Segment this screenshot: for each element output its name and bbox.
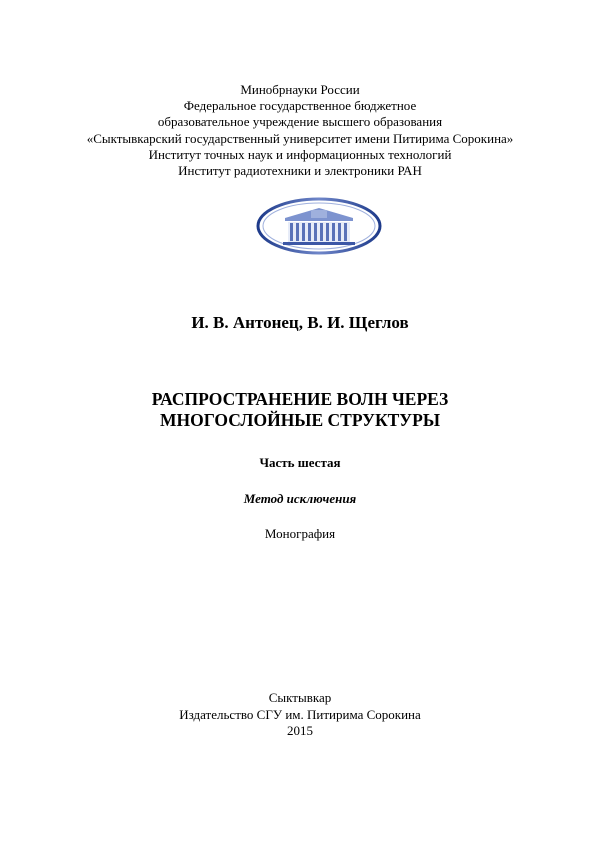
ministry-line: Минобрнауки России	[240, 82, 360, 97]
authors: И. В. Антонец, В. И. Щеглов	[191, 313, 409, 332]
method-subtitle: Метод исключения	[243, 491, 357, 506]
institute-line-2: Институт радиотехники и электроники РАН	[178, 163, 422, 179]
imprint	[0, 690, 600, 740]
genre-label: Монография	[264, 526, 336, 541]
part-label: Часть шестая	[259, 455, 341, 470]
university-logo-icon	[255, 196, 383, 256]
institution-header	[0, 82, 600, 179]
institute-line-1: Институт точных наук и информационных технологий	[148, 146, 452, 162]
book-title-line-2: МНОГОСЛОЙНЫЕ СТРУКТУРЫ	[159, 410, 441, 430]
publisher: Издательство СГУ им. Питирима Сорокина	[179, 706, 421, 722]
university-name: «Сыктывкарский государственный университет имени Питирима Сорокина»	[86, 130, 514, 146]
book-title-line-1: РАСПРОСТРАНЕНИЕ ВОЛН ЧЕРЕЗ	[151, 389, 449, 409]
institution-type-line-2: образовательное учреждение высшего образования	[157, 114, 443, 130]
institution-type-line: Федеральное государственное бюджетное	[183, 98, 417, 114]
city: Сыктывкар	[268, 690, 332, 705]
year: 2015	[287, 723, 313, 738]
book-title	[0, 389, 600, 431]
